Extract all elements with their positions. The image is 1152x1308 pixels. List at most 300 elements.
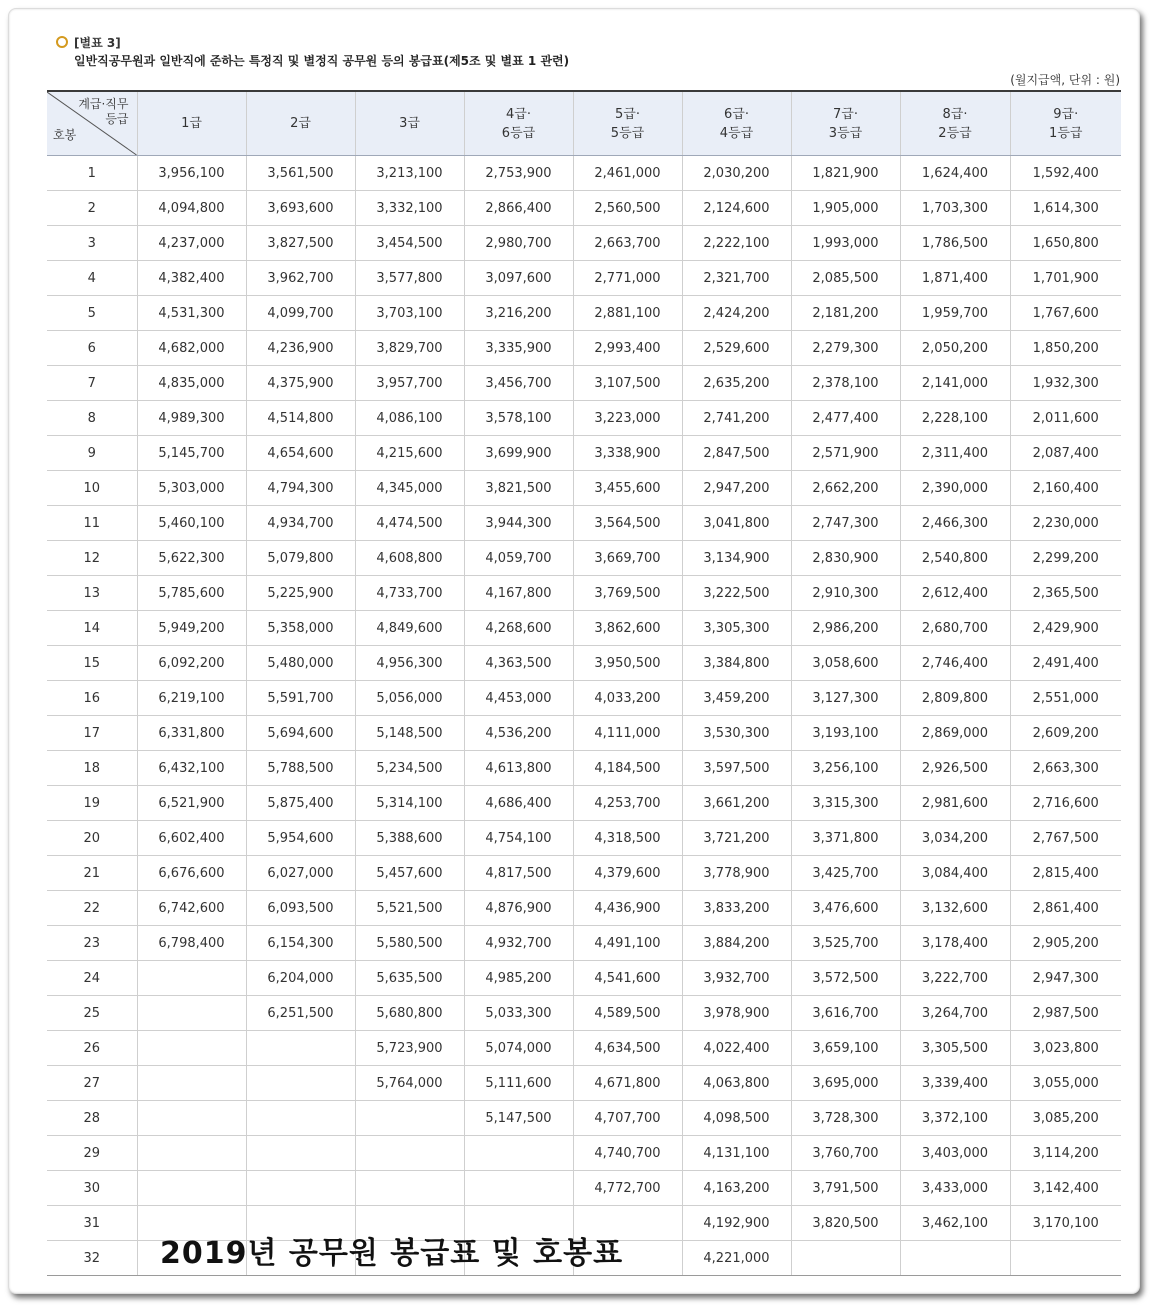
salary-cell: 2,981,600 — [900, 786, 1010, 821]
salary-cell: 4,436,900 — [573, 891, 682, 926]
salary-cell: 2,753,900 — [464, 156, 573, 191]
salary-cell: 4,849,600 — [355, 611, 464, 646]
step-number-cell: 17 — [47, 716, 137, 751]
salary-cell: 5,234,500 — [355, 751, 464, 786]
salary-cell: 3,264,700 — [900, 996, 1010, 1031]
salary-cell: 4,098,500 — [682, 1101, 791, 1136]
salary-cell: 2,551,000 — [1010, 681, 1121, 716]
salary-cell: 6,742,600 — [137, 891, 246, 926]
circle-bullet-icon — [56, 36, 68, 48]
step-number-cell: 14 — [47, 611, 137, 646]
salary-cell: 5,225,900 — [246, 576, 355, 611]
salary-cell: 2,747,300 — [791, 506, 900, 541]
salary-cell: 6,251,500 — [246, 996, 355, 1031]
salary-cell: 4,491,100 — [573, 926, 682, 961]
salary-cell: 4,131,100 — [682, 1136, 791, 1171]
table-row — [47, 611, 1121, 646]
salary-cell: 4,086,100 — [355, 401, 464, 436]
salary-cell: 5,723,900 — [355, 1031, 464, 1066]
table-title: 일반직공무원과 일반직에 준하는 특정직 및 별정직 공무원 등의 봉급표(제5조 및 별표 1 관련) — [74, 54, 570, 68]
salary-cell — [246, 1066, 355, 1101]
salary-cell: 3,476,600 — [791, 891, 900, 926]
salary-cell: 5,056,000 — [355, 681, 464, 716]
salary-cell: 6,093,500 — [246, 891, 355, 926]
salary-cell: 4,589,500 — [573, 996, 682, 1031]
salary-cell: 2,993,400 — [573, 331, 682, 366]
salary-cell: 3,693,600 — [246, 191, 355, 226]
step-number-cell: 8 — [47, 401, 137, 436]
column-header-level: 2등급 — [938, 125, 972, 141]
salary-cell: 5,635,500 — [355, 961, 464, 996]
salary-cell: 5,680,800 — [355, 996, 464, 1031]
salary-cell: 4,375,900 — [246, 366, 355, 401]
salary-cell: 2,571,900 — [791, 436, 900, 471]
step-number-cell: 22 — [47, 891, 137, 926]
step-number-cell: 16 — [47, 681, 137, 716]
salary-cell: 4,740,700 — [573, 1136, 682, 1171]
salary-cell: 5,303,000 — [137, 471, 246, 506]
salary-cell: 4,099,700 — [246, 296, 355, 331]
salary-cell: 4,956,300 — [355, 646, 464, 681]
salary-cell: 5,788,500 — [246, 751, 355, 786]
salary-cell: 3,339,400 — [900, 1066, 1010, 1101]
table-row — [47, 891, 1121, 926]
table-row — [47, 471, 1121, 506]
column-header-9 — [1010, 91, 1121, 156]
step-number-cell: 3 — [47, 226, 137, 261]
salary-cell: 3,820,500 — [791, 1206, 900, 1241]
salary-cell: 3,058,600 — [791, 646, 900, 681]
salary-cell: 3,957,700 — [355, 366, 464, 401]
salary-cell: 2,491,400 — [1010, 646, 1121, 681]
salary-cell: 5,147,500 — [464, 1101, 573, 1136]
salary-cell: 3,223,000 — [573, 401, 682, 436]
salary-cell: 4,613,800 — [464, 751, 573, 786]
step-number-cell: 4 — [47, 261, 137, 296]
salary-cell: 6,204,000 — [246, 961, 355, 996]
salary-cell: 2,815,400 — [1010, 856, 1121, 891]
column-header-level: 1등급 — [1049, 125, 1083, 141]
column-header-level: 3등급 — [828, 125, 863, 141]
step-number-cell: 25 — [47, 996, 137, 1031]
salary-cell: 3,862,600 — [573, 611, 682, 646]
column-header-level: 5등급 — [610, 125, 645, 141]
salary-cell: 3,530,300 — [682, 716, 791, 751]
salary-cell: 4,318,500 — [573, 821, 682, 856]
salary-cell: 1,703,300 — [900, 191, 1010, 226]
salary-cell: 3,769,500 — [573, 576, 682, 611]
salary-cell: 6,027,000 — [246, 856, 355, 891]
salary-cell — [246, 1101, 355, 1136]
step-number-cell: 18 — [47, 751, 137, 786]
salary-cell: 3,661,200 — [682, 786, 791, 821]
salary-cell: 3,332,100 — [355, 191, 464, 226]
salary-cell: 3,884,200 — [682, 926, 791, 961]
table-row — [47, 506, 1121, 541]
salary-cell: 5,079,800 — [246, 541, 355, 576]
salary-cell: 2,429,900 — [1010, 611, 1121, 646]
salary-cell: 4,541,600 — [573, 961, 682, 996]
table-label: [별표 3] — [74, 36, 121, 50]
salary-cell: 3,041,800 — [682, 506, 791, 541]
salary-cell: 2,466,300 — [900, 506, 1010, 541]
salary-cell: 2,716,600 — [1010, 786, 1121, 821]
salary-cell: 2,609,200 — [1010, 716, 1121, 751]
salary-cell: 2,228,100 — [900, 401, 1010, 436]
salary-cell — [137, 996, 246, 1031]
salary-cell: 4,794,300 — [246, 471, 355, 506]
corner-grade-label — [78, 97, 128, 127]
salary-cell — [355, 1101, 464, 1136]
salary-cell: 1,821,900 — [791, 156, 900, 191]
salary-cell: 2,905,200 — [1010, 926, 1121, 961]
salary-cell: 1,650,800 — [1010, 226, 1121, 261]
salary-cell: 6,521,900 — [137, 786, 246, 821]
salary-cell: 3,132,600 — [900, 891, 1010, 926]
step-number-cell: 31 — [47, 1206, 137, 1241]
salary-cell: 4,192,900 — [682, 1206, 791, 1241]
table-row — [47, 1171, 1121, 1206]
step-number-cell: 2 — [47, 191, 137, 226]
salary-cell: 4,237,000 — [137, 226, 246, 261]
salary-cell — [246, 1136, 355, 1171]
salary-cell: 5,145,700 — [137, 436, 246, 471]
step-number-cell: 30 — [47, 1171, 137, 1206]
step-number-cell: 7 — [47, 366, 137, 401]
salary-cell: 4,094,800 — [137, 191, 246, 226]
salary-cell: 4,733,700 — [355, 576, 464, 611]
salary-cell: 3,829,700 — [355, 331, 464, 366]
salary-cell: 1,871,400 — [900, 261, 1010, 296]
salary-cell: 2,540,800 — [900, 541, 1010, 576]
salary-cell: 2,741,200 — [682, 401, 791, 436]
column-header-8 — [900, 91, 1010, 156]
salary-cell: 3,097,600 — [464, 261, 573, 296]
column-header-grade: 5급· — [615, 106, 640, 122]
salary-cell: 4,932,700 — [464, 926, 573, 961]
salary-cell: 2,160,400 — [1010, 471, 1121, 506]
salary-cell: 4,985,200 — [464, 961, 573, 996]
salary-cell — [137, 1136, 246, 1171]
salary-cell: 2,141,000 — [900, 366, 1010, 401]
salary-cell: 2,767,500 — [1010, 821, 1121, 856]
table-row — [47, 541, 1121, 576]
salary-cell: 3,760,700 — [791, 1136, 900, 1171]
step-number-cell: 24 — [47, 961, 137, 996]
salary-cell: 3,335,900 — [464, 331, 573, 366]
table-row — [47, 856, 1121, 891]
column-header-grade: 4급· — [506, 106, 531, 122]
corner-grade-line1: 계급·직무 — [78, 97, 129, 111]
salary-cell: 3,085,200 — [1010, 1101, 1121, 1136]
salary-cell: 3,305,500 — [900, 1031, 1010, 1066]
table-row — [47, 191, 1121, 226]
table-row — [47, 646, 1121, 681]
salary-cell: 4,453,000 — [464, 681, 573, 716]
salary-cell: 3,193,100 — [791, 716, 900, 751]
salary-cell: 6,676,600 — [137, 856, 246, 891]
step-number-cell: 12 — [47, 541, 137, 576]
table-row — [47, 401, 1121, 436]
salary-cell: 2,311,400 — [900, 436, 1010, 471]
salary-cell: 2,560,500 — [573, 191, 682, 226]
salary-cell — [791, 1241, 900, 1276]
salary-cell — [137, 1171, 246, 1206]
salary-cell: 4,536,200 — [464, 716, 573, 751]
column-header-grade: 9급· — [1053, 106, 1079, 122]
salary-cell: 5,521,500 — [355, 891, 464, 926]
step-number-cell: 26 — [47, 1031, 137, 1066]
salary-cell: 6,092,200 — [137, 646, 246, 681]
salary-cell: 4,236,900 — [246, 331, 355, 366]
salary-cell: 1,767,600 — [1010, 296, 1121, 331]
salary-cell: 5,074,000 — [464, 1031, 573, 1066]
column-header-level: 4등급 — [719, 125, 754, 141]
salary-cell: 5,388,600 — [355, 821, 464, 856]
salary-cell: 3,721,200 — [682, 821, 791, 856]
salary-cell: 3,827,500 — [246, 226, 355, 261]
step-number-cell: 13 — [47, 576, 137, 611]
salary-cell: 3,791,500 — [791, 1171, 900, 1206]
salary-cell: 5,764,000 — [355, 1066, 464, 1101]
salary-cell: 2,529,600 — [682, 331, 791, 366]
step-number-cell: 15 — [47, 646, 137, 681]
step-number-cell: 11 — [47, 506, 137, 541]
salary-cell: 2,321,700 — [682, 261, 791, 296]
salary-cell: 4,634,500 — [573, 1031, 682, 1066]
table-row — [47, 1031, 1121, 1066]
salary-cell: 1,701,900 — [1010, 261, 1121, 296]
salary-cell: 3,778,900 — [682, 856, 791, 891]
salary-cell: 2,230,000 — [1010, 506, 1121, 541]
salary-cell: 6,154,300 — [246, 926, 355, 961]
salary-cell: 4,221,000 — [682, 1241, 791, 1276]
salary-cell: 2,222,100 — [682, 226, 791, 261]
salary-cell: 3,178,400 — [900, 926, 1010, 961]
salary-cell: 3,425,700 — [791, 856, 900, 891]
salary-cell: 3,023,800 — [1010, 1031, 1121, 1066]
salary-cell: 3,833,200 — [682, 891, 791, 926]
salary-cell: 3,561,500 — [246, 156, 355, 191]
salary-cell: 2,299,200 — [1010, 541, 1121, 576]
table-row — [47, 296, 1121, 331]
salary-cell: 3,256,100 — [791, 751, 900, 786]
salary-cell: 3,134,900 — [682, 541, 791, 576]
salary-cell: 3,454,500 — [355, 226, 464, 261]
salary-cell: 4,033,200 — [573, 681, 682, 716]
salary-cell: 2,746,400 — [900, 646, 1010, 681]
salary-cell: 3,703,100 — [355, 296, 464, 331]
step-number-cell: 5 — [47, 296, 137, 331]
column-header-grade: 7급· — [833, 106, 858, 122]
column-header-grade: 2급 — [290, 116, 311, 131]
salary-cell: 3,459,200 — [682, 681, 791, 716]
salary-cell: 2,612,400 — [900, 576, 1010, 611]
salary-cell: 1,959,700 — [900, 296, 1010, 331]
salary-cell: 2,477,400 — [791, 401, 900, 436]
table-row — [47, 961, 1121, 996]
table-row — [47, 996, 1121, 1031]
salary-cell: 3,305,300 — [682, 611, 791, 646]
salary-cell: 1,850,200 — [1010, 331, 1121, 366]
salary-cell: 2,881,100 — [573, 296, 682, 331]
column-header-grade: 3급 — [399, 116, 420, 131]
salary-cell: 2,461,000 — [573, 156, 682, 191]
salary-cell: 1,614,300 — [1010, 191, 1121, 226]
salary-cell: 3,821,500 — [464, 471, 573, 506]
salary-cell: 2,830,900 — [791, 541, 900, 576]
salary-cell: 4,754,100 — [464, 821, 573, 856]
unit-note: (월지급액, 단위 : 원) — [1010, 73, 1120, 87]
salary-cell: 4,682,000 — [137, 331, 246, 366]
step-number-cell: 29 — [47, 1136, 137, 1171]
salary-cell — [355, 1171, 464, 1206]
step-number-cell: 21 — [47, 856, 137, 891]
salary-cell: 4,707,700 — [573, 1101, 682, 1136]
salary-cell: 3,597,500 — [682, 751, 791, 786]
salary-cell: 3,222,700 — [900, 961, 1010, 996]
column-header-5 — [573, 91, 682, 156]
salary-cell: 5,457,600 — [355, 856, 464, 891]
salary-cell: 5,111,600 — [464, 1066, 573, 1101]
salary-cell: 5,954,600 — [246, 821, 355, 856]
salary-cell: 1,905,000 — [791, 191, 900, 226]
salary-cell: 3,338,900 — [573, 436, 682, 471]
salary-cell: 2,662,200 — [791, 471, 900, 506]
corner-header — [47, 91, 137, 156]
salary-cell: 5,358,000 — [246, 611, 355, 646]
salary-cell: 1,624,400 — [900, 156, 1010, 191]
salary-cell: 3,659,100 — [791, 1031, 900, 1066]
step-number-cell: 20 — [47, 821, 137, 856]
salary-cell: 5,591,700 — [246, 681, 355, 716]
salary-cell: 6,602,400 — [137, 821, 246, 856]
column-header-level: 6등급 — [501, 125, 536, 141]
salary-cell: 3,114,200 — [1010, 1136, 1121, 1171]
table-row — [47, 261, 1121, 296]
salary-cell: 4,686,400 — [464, 786, 573, 821]
salary-cell: 1,993,000 — [791, 226, 900, 261]
salary-cell: 2,869,000 — [900, 716, 1010, 751]
salary-cell: 3,142,400 — [1010, 1171, 1121, 1206]
salary-cell: 3,127,300 — [791, 681, 900, 716]
salary-cell: 3,616,700 — [791, 996, 900, 1031]
salary-cell: 3,962,700 — [246, 261, 355, 296]
salary-cell: 2,847,500 — [682, 436, 791, 471]
column-header-4 — [464, 91, 573, 156]
table-row — [47, 366, 1121, 401]
salary-cell: 2,635,200 — [682, 366, 791, 401]
salary-cell: 2,861,400 — [1010, 891, 1121, 926]
table-row — [47, 1136, 1121, 1171]
salary-cell: 3,433,000 — [900, 1171, 1010, 1206]
salary-cell: 1,592,400 — [1010, 156, 1121, 191]
salary-cell: 5,785,600 — [137, 576, 246, 611]
salary-cell: 4,817,500 — [464, 856, 573, 891]
salary-cell: 2,910,300 — [791, 576, 900, 611]
salary-cell: 4,382,400 — [137, 261, 246, 296]
salary-cell: 5,949,200 — [137, 611, 246, 646]
salary-cell: 4,268,600 — [464, 611, 573, 646]
salary-cell: 2,680,700 — [900, 611, 1010, 646]
salary-cell — [355, 1136, 464, 1171]
salary-cell: 5,460,100 — [137, 506, 246, 541]
salary-cell — [900, 1241, 1010, 1276]
step-number-cell: 9 — [47, 436, 137, 471]
salary-cell — [464, 1171, 573, 1206]
salary-table-body — [47, 156, 1121, 1276]
salary-cell: 3,315,300 — [791, 786, 900, 821]
salary-cell: 4,772,700 — [573, 1171, 682, 1206]
salary-cell — [137, 1031, 246, 1066]
salary-cell: 3,222,500 — [682, 576, 791, 611]
column-header-2 — [246, 91, 355, 156]
salary-cell: 5,480,000 — [246, 646, 355, 681]
table-row — [47, 331, 1121, 366]
step-number-cell: 1 — [47, 156, 137, 191]
table-row — [47, 436, 1121, 471]
salary-cell — [246, 1171, 355, 1206]
salary-table — [47, 90, 1121, 1276]
salary-cell: 1,786,500 — [900, 226, 1010, 261]
corner-step-label: 호봉 — [53, 128, 77, 142]
salary-cell: 4,608,800 — [355, 541, 464, 576]
header-row — [47, 91, 1121, 156]
salary-cell: 4,989,300 — [137, 401, 246, 436]
column-header-grade: 8급· — [942, 106, 968, 122]
salary-cell: 5,314,100 — [355, 786, 464, 821]
salary-cell: 2,365,500 — [1010, 576, 1121, 611]
salary-cell: 5,148,500 — [355, 716, 464, 751]
salary-cell: 2,124,600 — [682, 191, 791, 226]
salary-cell: 3,577,800 — [355, 261, 464, 296]
salary-cell: 4,253,700 — [573, 786, 682, 821]
salary-cell: 4,022,400 — [682, 1031, 791, 1066]
salary-cell: 3,564,500 — [573, 506, 682, 541]
salary-cell: 3,950,500 — [573, 646, 682, 681]
step-number-cell: 28 — [47, 1101, 137, 1136]
salary-cell: 2,986,200 — [791, 611, 900, 646]
salary-cell: 2,663,300 — [1010, 751, 1121, 786]
salary-cell: 5,622,300 — [137, 541, 246, 576]
salary-cell: 5,875,400 — [246, 786, 355, 821]
salary-cell: 5,033,300 — [464, 996, 573, 1031]
salary-cell: 2,181,200 — [791, 296, 900, 331]
salary-cell: 4,345,000 — [355, 471, 464, 506]
salary-cell: 4,111,000 — [573, 716, 682, 751]
salary-cell: 2,011,600 — [1010, 401, 1121, 436]
salary-cell: 4,514,800 — [246, 401, 355, 436]
step-number-cell: 19 — [47, 786, 137, 821]
salary-cell: 3,034,200 — [900, 821, 1010, 856]
salary-cell: 3,932,700 — [682, 961, 791, 996]
column-header-3 — [355, 91, 464, 156]
salary-cell: 3,084,400 — [900, 856, 1010, 891]
table-row — [47, 681, 1121, 716]
salary-cell: 4,184,500 — [573, 751, 682, 786]
salary-cell: 4,531,300 — [137, 296, 246, 331]
salary-cell — [137, 961, 246, 996]
salary-cell: 3,170,100 — [1010, 1206, 1121, 1241]
salary-cell — [464, 1136, 573, 1171]
salary-cell: 6,331,800 — [137, 716, 246, 751]
salary-cell: 4,934,700 — [246, 506, 355, 541]
column-header-1 — [137, 91, 246, 156]
table-row — [47, 786, 1121, 821]
salary-cell: 3,213,100 — [355, 156, 464, 191]
salary-cell: 5,580,500 — [355, 926, 464, 961]
salary-cell: 2,279,300 — [791, 331, 900, 366]
